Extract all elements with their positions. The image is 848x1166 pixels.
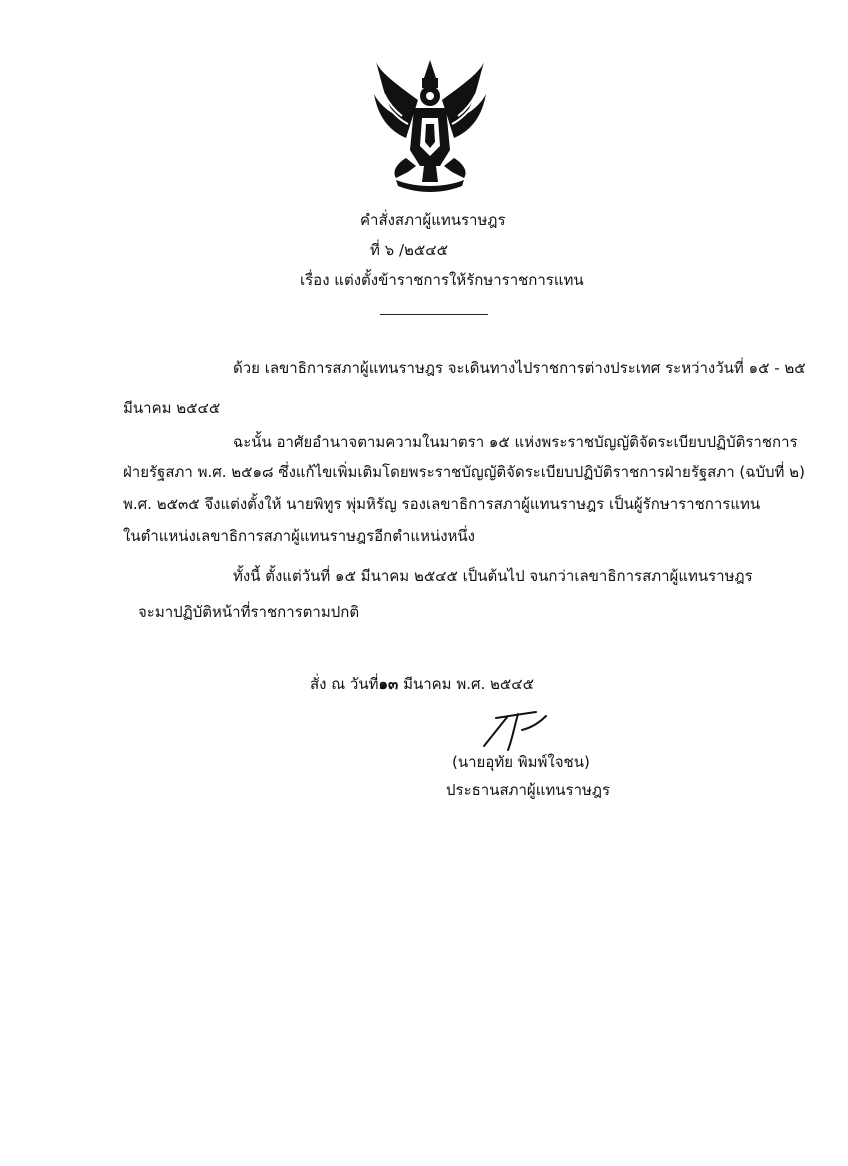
order-number: ที่ ๖ /๒๕๔๕ [370, 241, 448, 259]
order-subject: เรื่อง แต่งตั้งข้าราชการให้รักษาราชการแทน [300, 271, 584, 289]
office-title: คำสั่งสภาผู้แทนราษฎร [360, 211, 506, 229]
title-divider [380, 314, 488, 315]
issue-date-suffix: มีนาคม พ.ศ. ๒๕๔๕ [403, 675, 534, 693]
issue-date-day: ๑๓ [378, 675, 399, 693]
paragraph-line: มีนาคม ๒๕๔๕ [123, 399, 221, 417]
paragraph-line: ในตำแหน่งเลขาธิการสภาผู้แทนราษฎรอีกตำแหน่งหนึ่ง [123, 527, 476, 545]
issue-date [310, 674, 534, 694]
issue-date-prefix: สั่ง ณ วันที่ [310, 675, 379, 693]
paragraph-line: จะมาปฏิบัติหน้าที่ราชการตามปกติ [138, 603, 360, 621]
handwritten-signature [478, 706, 550, 754]
paragraph-line: พ.ศ. ๒๕๓๕ จึงแต่งตั้งให้ นายพิทูร พุ่มหิรัญ รองเลขาธิการสภาผู้แทนราษฎร เป็นผู้รักษาราชการแทน [123, 495, 761, 513]
paragraph-line: ด้วย เลขาธิการสภาผู้แทนราษฎร จะเดินทางไปราชการต่างประเทศ ระหว่างวันที่ ๑๕ - ๒๕ [233, 359, 806, 377]
signer-title: ประธานสภาผู้แทนราษฎร [446, 781, 611, 799]
paragraph-line: ทั้งนี้ ตั้งแต่วันที่ ๑๕ มีนาคม ๒๕๔๕ เป็นต้นไป จนกว่าเลขาธิการสภาผู้แทนราษฎร [233, 567, 753, 585]
signer-name: (นายอุทัย พิมพ์ใจชน) [452, 753, 590, 771]
paragraph-line: ฉะนั้น อาศัยอำนาจตามความในมาตรา ๑๕ แห่งพระราชบัญญัติจัดระเบียบปฏิบัติราชการ [233, 433, 798, 451]
garuda-emblem-icon [366, 54, 494, 194]
paragraph-line: ฝ่ายรัฐสภา พ.ศ. ๒๕๑๘ ซึ่งแก้ไขเพิ่มเติมโดยพระราชบัญญัติจัดระเบียบปฏิบัติราชการฝ่ายรัฐสภา (ฉบับที่ ๒) [123, 463, 805, 481]
